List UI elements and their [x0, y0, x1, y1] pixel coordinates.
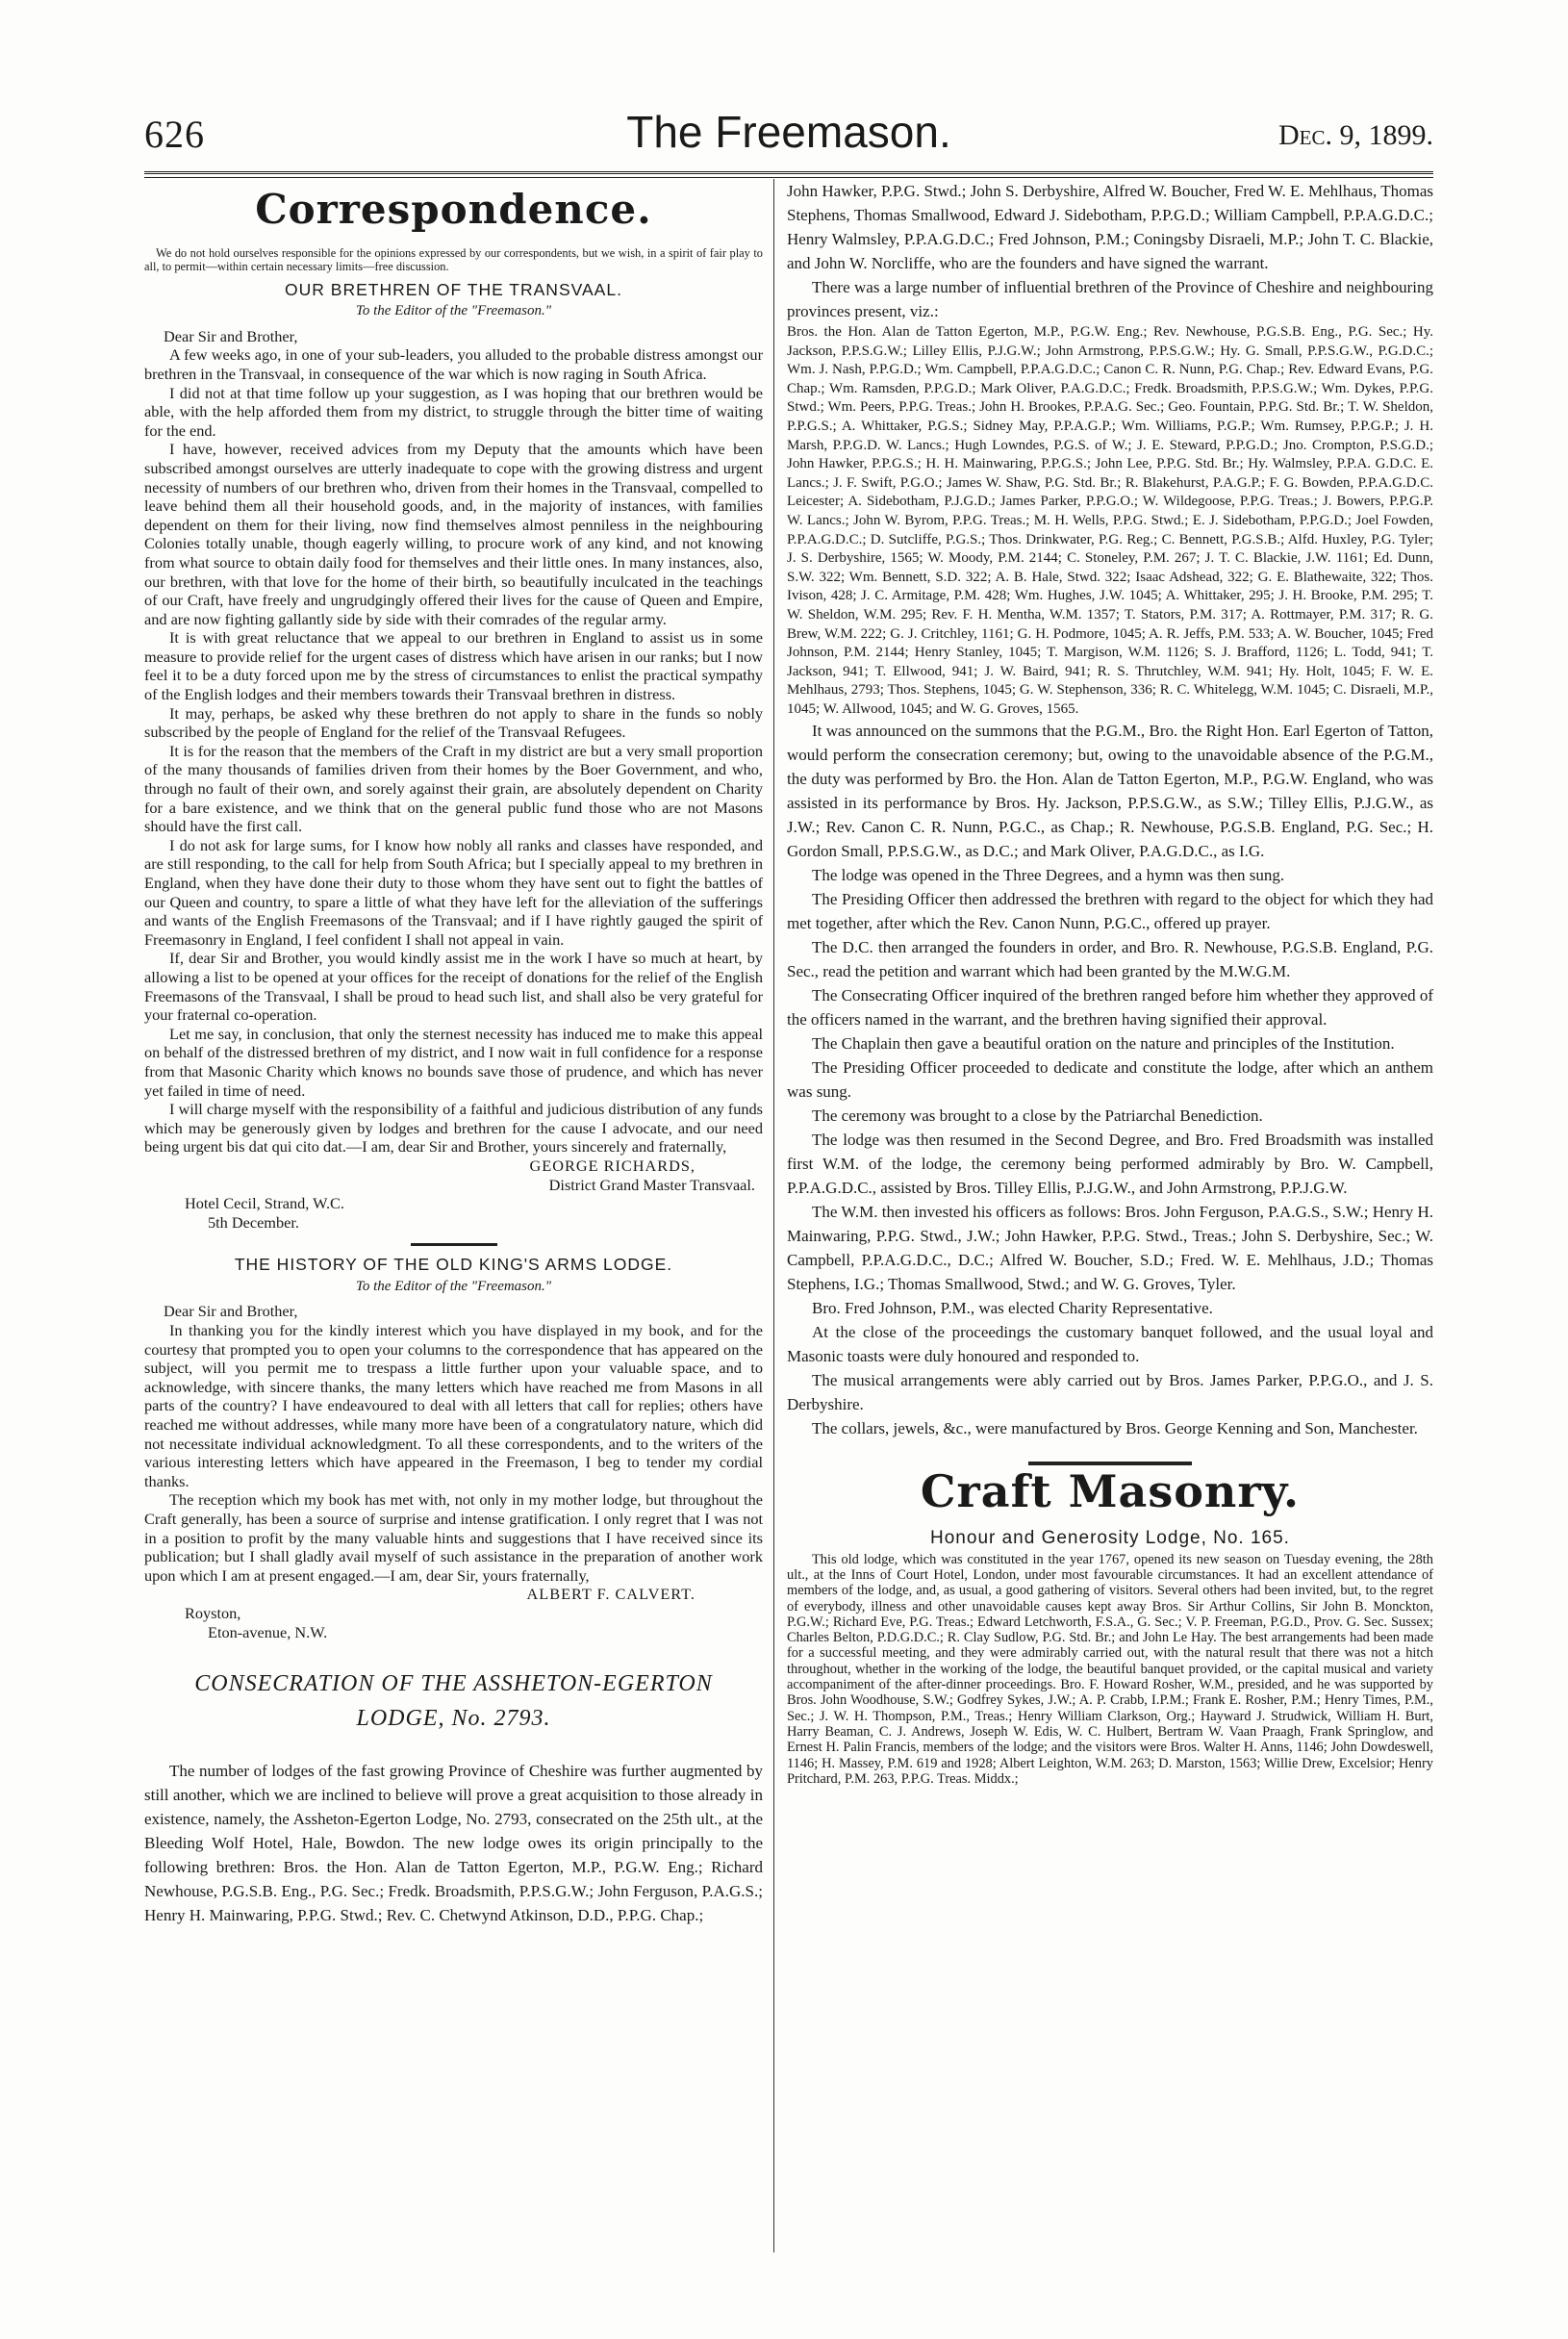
craft-masonry-heading: Craft Masonry. [920, 1465, 1301, 1518]
consecration-intro: The number of lodges of the fast growing Province of Cheshire was further augmented by still another, which we are inclined to believe will prove a great acquisition to those already in existence, namely, the Assheton-Egerton Lodge, No. 2793, consecrated on the 25th ult., at the Bleeding Wolf Hotel, Hale, Bowdon. The new lodge owes its origin principally to the following brethren: Bros. the Hon. Alan de Tatton Egerton, M.P., P.G.W. Eng.; Richard Newhouse, P.G.S.B. Eng., P.G. Sec.; Fredk. Broadsmith, P.P.S.G.W.; John Ferguson, P.A.G.S.; Henry H. Mainwaring, P.P.G. Stwd.; Rev. C. Chetwynd Atkinson, D.D., P.P.G. Chap.; [144, 1762, 763, 1925]
consecration-paragraph: It was announced on the summons that the P.G.M., Bro. the Right Hon. Earl Egerton of Tatton, would perform the consecration ceremony; but, owing to the unavoidable absence of the P.G.M., the duty was performed by Bro. the Hon. Alan de Tatton Egerton, M.P., P.G.W. England, who was assisted in its performance by Bros. Hy. Jackson, P.P.S.G.W., as S.W.; Tilley Ellis, P.J.G.W., as J.W.; Rev. Canon C. R. Nunn, P.G.C., as Chap.; R. Newhouse, P.G.S.B. England, P.G. Sec.; H. Gordon Small, P.P.S.G.W., as D.C.; and Mark Oliver, P.A.G.D.C., as I.G. [787, 722, 1433, 861]
masthead [144, 106, 1433, 173]
lodge-report-body: This old lodge, which was constituted in the year 1767, opened its new season on Tuesday evening, the 28th ult., at the Inns of Court Hotel, London, under most favourable circumstances. It had an excellent attendance of members of the lodge, and, as usual, a good gathering of visitors. Several others had been invited, but, to the regret of everybody, illness and other unavoidable causes kept away Bros. Sir Arthur Collins, Sir John B. Monckton, P.G.W.; Richard Eve, P.G. Treas.; Edward Letchworth, F.S.A., G. Sec.; V. P. Freeman, P.G.D., Prov. G. Sec. Sussex; Charles Belton, P.D.G.D.C.; R. Clay Sudlow, P.G. Std. Br.; and John Le Hay. The best arrangements had been made for a successful meeting, and they were admirably carried out, with the natural result that there was not a hitch throughout, whether in the working of the lodge, the beautiful banquet provided, or the capital musical and variety accompaniment of the after-dinner proceedings. Bro. F. Howard Rosher, W.M., presided, and he was supported by Bros. John Woodhouse, S.W.; Godfrey Sykes, J.W.; A. P. Crabb, I.P.M.; Frank E. Rosher, P.M.; Henry Times, P.M., Sec.; J. W. H. Thompson, P.M., Treas.; Henry William Clarkson, Org.; Hayward J. Strudwick, William H. Burt, Harry Beaman, C. J. Andrews, Joseph W. Edis, W. C. Hulbert, Bertram W. Vaan Praagh, Frank Springlow, and Ernest H. Palin Francis, members of the lodge; and the visitors were Bros. Walter H. Anns, 1146; John Dowdeswell, 1146; H. Massey, P.M. 619 and 1928; Albert Leighton, W.M. 263; D. Marston, 1563; Willie Drew, Excelsior; Henry Pritchard, P.M. 263, P.P.G. Treas. Middx.; [787, 1551, 1433, 1787]
consecration-members-list: Bros. the Hon. Alan de Tatton Egerton, M.P., P.G.W. Eng.; Rev. Newhouse, P.G.S.B. Eng., P.G. Sec.; Hy. Jackson, P.P.S.G.W.; Lilley Ellis, P.J.G.W.; John Armstrong, P.P.S.G.W.; Hy. G. Small, P.P.S.G.W., P.G.D.C.; Wm. J. Nash, P.P.G.D.; Wm. Campbell, P.P.A.G.D.C.; Canon C. R. Nunn, P.G. Chap.; Rev. Edward Evans, P.G. Chap.; Wm. Ramsden, P.P.G.D.; Mark Oliver, P.A.G.D.C.; Fredk. Broadsmith, P.P.S.G.W.; Wm. Dykes, P.P.G. Stwd.; Wm. Peers, P.P.G. Treas.; John H. Brookes, P.P.A.G. Sec.; Geo. Fountain, P.P.G. Std. Br.; T. W. Sheldon, P.P.G.S.; A. Whittaker, P.G.S.; Sidney May, P.P.A.G.P.; Wm. Williams, P.G.P.; Wm. Rumsey, P.P.G.P.; J. H. Marsh, P.P.G.D. W. Lancs.; Hugh Lowndes, P.G.S. of W.; J. E. Steward, P.P.G.D.; Jno. Crompton, P.S.G.D.; John Hawker, P.P.G.S.; H. H. Mainwaring, P.P.G.S.; John Lee, P.P.G. Std. Br.; Hy. Walmsley, P.P.A. G.D.C. E. Lancs.; J. F. Swift, P.G.O.; James W. Shaw, P.G. Std. Br.; R. Blakehurst, P.A.G.P.; F. G. Bowden, P.P.A.G.D.C. Leicester; A. Sidebotham, P.J.G.D.; James Parker, P.P.G.O.; W. Wildegoose, P.P.G. Treas.; J. Bowers, P.P.G.P. W. Lancs.; John W. Byrom, P.P.G. Treas.; M. H. Wells, P.P.G. Stwd.; E. J. Sidebotham, P.P.G.D.; Joel Fowden, P.P.A.G.D.C.; D. Sutcliffe, P.G.S.; Thos. Drinkwater, P.G. Reg.; C. Bennett, P.G.S.B.; Alfd. Huxley, P.G. Tyler; J. S. Derbyshire, 1565; W. Moody, P.M. 2144; C. Stoneley, P.M. 267; J. T. C. Blackie, J.W. 1161; Ed. Dunn, S.W. 322; Wm. Bennett, S.D. 322; A. B. Hale, Stwd. 322; Isaac Adshead, 322; G. E. Blathewaite, 322; Thos. Ivison, 428; J. C. Armitage, P.M. 428; Wm. Hughes, J.W. 1045; A. Whittaker, 295; J. H. Brooke, P.M. 295; T. W. Sheldon, W.M. 295; Rev. F. H. Mentha, W.M. 1357; T. Stators, P.M. 317; A. Rottmayer, P.M. 317; R. G. Brew, W.M. 222; G. J. Critchley, 1161; G. H. Podmore, 1045; A. R. Jeffs, P.M. 533; A. W. Boucher, 1045; Fred Johnson, P.M. 2144; Henry Stanley, 1045; T. Margison, W.M. 1126; S. J. Brafford, 1126; L. Todd, 941; T. Jackson, 941; T. Ellwood, 941; J. W. Baird, 941; R. S. Thrutchley, W.M. 941; Hy. Holt, 1045; F. W. E. Mehlhaus, 2793; Thos. Stephens, 1045; G. W. Stephenson, 336; R. C. Whitelegg, W.M. 1045; C. Disraeli, M.P., 1045; W. Allwood, 1045; and W. G. Groves, 1565. [787, 324, 1433, 717]
transvaal-letter-title: OUR BRETHREN OF THE TRANSVAAL. [285, 279, 622, 299]
left-column [144, 179, 763, 1927]
lodge-report-title: Honour and Generosity Lodge, No. 165. [930, 1528, 1290, 1549]
column-divider [773, 179, 774, 2252]
consecration-paragraph: The lodge was then resumed in the Second Degree, and Bro. Fred Broadsmith was installed first W.M. of the lodge, the ceremony being performed admirably by Bro. W. Campbell, P.P.A.G.D.C., assisted by Bros. Tilley Ellis, P.J.G.W., and John Armstrong, P.P.J.G.W. [787, 1131, 1433, 1198]
consecration-paragraph: The Consecrating Officer inquired of the brethren ranged before him whether they approved of the officers named in the warrant, and the brethren having signified their approval. [787, 986, 1433, 1030]
transvaal-signature-title: District Grand Master Transvaal. [548, 1175, 755, 1194]
editorial-disclaimer: We do not hold ourselves responsible for the opinions expressed by our correspondents, but we wish, in a spirit of fair play to all, to permit—within certain necessary limits—free discussion. [144, 245, 763, 273]
kings-arms-letter-title: THE HISTORY OF THE OLD KING'S ARMS LODGE. [234, 1255, 673, 1275]
transvaal-paragraph: A few weeks ago, in one of your sub-leaders, you alluded to the probable distress amongst our brethren in the Transvaal, in consequence of the war which is now raging in South Africa. [144, 345, 763, 383]
consecration-founders-continued: John Hawker, P.P.G. Stwd.; John S. Derbyshire, Alfred W. Boucher, Fred W. E. Mehlhaus, Thomas Stephens, Thomas Smallwood, Edward J. Sidebotham, P.P.G.D.; William Campbell, P.P.A.G.D.C.; Henry Walmsley, P.P.A.G.D.C.; Fred Johnson, P.M.; Coningsby Disraeli, M.P.; John T. C. Blackie, and John W. Norcliffe, who are the founders and have signed the warrant. [787, 182, 1433, 272]
transvaal-paragraph: Let me say, in conclusion, that only the sternest necessity has induced me to make this appeal on behalf of the distressed brethren of my district, and I now wait in full confidence for a response from that Masonic Charity which knows no bounds save those of prudence, and which has never yet failed in time of need. [144, 1024, 763, 1100]
transvaal-paragraph: I do not ask for large sums, for I know how nobly all ranks and classes have responded, and are still responding, to the call for help from South Africa; but I specially appeal to my brethren in England, when they have done their duty to those whom they have sent out to fight the battles of our Queen and country, to spare a little of what they have left for the alleviation of the sufferings and wants of the English Freemasons of the Transvaal; and if I have rightly gauged the spirit of Freemasonry in England, I feel confident I shall not appeal in vain. [144, 835, 763, 949]
consecration-paragraph: The musical arrangements were ably carried out by Bros. James Parker, P.P.G.O., and J. S. Derbyshire. [787, 1371, 1433, 1414]
kings-arms-paragraph: The reception which my book has met with, not only in my mother lodge, but throughout the Craft generally, has been a source of surprise and intense gratification. I only regret that I was not in a position to profit by the many valuable hints and suggestions that I have received since its publication; but I shall gladly avail myself of such assistance in the preparation of another work upon which I am at present engaged.—I am, dear Sir, yours fraternally, [144, 1490, 763, 1585]
transvaal-paragraph: If, dear Sir and Brother, you would kindly assist me in the work I have so much at heart, by allowing a list to be opened at your offices for the receipt of donations for the relief of the English Freemasons of the Transvaal, I shall be proud to head such list, and shall also be very grateful for your fraternal co-operation. [144, 949, 763, 1025]
transvaal-salutation: Dear Sir and Brother, [164, 326, 298, 345]
transvaal-date: 5th December. [208, 1212, 299, 1232]
consecration-heading-line-2: LODGE, No. 2793. [356, 1706, 551, 1732]
kings-arms-address-2: Eton-avenue, N.W. [208, 1622, 328, 1641]
transvaal-paragraph: I have, however, received advices from my Deputy that the amounts which have been subscribed amongst ourselves are utterly inadequate to cope with the growing distress and urgent necessity of numbers of our brethren who, driven from their homes in the Transvaal, compelled to leave behind them all their household goods, and, in the majority of instances, with families dependent on them for their living, now find themselves almost penniless in the neighbouring Colonies totally unable, though eagerly willing, to procure work of any kind, and not knowing from what source to obtain daily food for themselves and their little ones. In many instances, also, our brethren, with that love for the home of their birth, so beautifully inculcated in the teachings of our Craft, have freely and ungrudgingly offered their lives for the cause of Queen and Empire, and are now fighting gallantly side by side with their comrades of the regular army. [144, 440, 763, 628]
transvaal-signature: GEORGE RICHARDS, [529, 1156, 695, 1175]
consecration-paragraph: At the close of the proceedings the customary banquet followed, and the usual loyal and Masonic toasts were duly honoured and responded to. [787, 1323, 1433, 1366]
consecration-paragraph: The Chaplain then gave a beautiful oration on the nature and principles of the Institution. [812, 1034, 1395, 1054]
consecration-paragraph: The W.M. then invested his officers as follows: Bros. John Ferguson, P.A.G.S., S.W.; Henry H. Mainwaring, P.P.G. Stwd., J.W.; John Hawker, P.P.G. Stwd., Treas.; John S. Derbyshire, Sec.; W. Campbell, P.P.A.G.D.C., D.C.; Alfred W. Boucher, S.D.; Fred. W. E. Mehlhaus, J.D.; Thomas Stephens, I.G.; Thomas Smallwood, Stwd.; and W. G. Groves, Tyler. [787, 1203, 1433, 1294]
right-column [787, 179, 1433, 1787]
consecration-paragraph: The collars, jewels, &c., were manufactured by Bros. George Kenning and Son, Manchester. [812, 1419, 1418, 1438]
transvaal-to-editor: To the Editor of the "Freemason." [355, 303, 552, 319]
transvaal-address: Hotel Cecil, Strand, W.C. [185, 1194, 344, 1213]
transvaal-paragraph: It may, perhaps, be asked why these brethren do not apply to share in the funds so nobly subscribed by the people of England for the relief of the Transvaal Refugees. [144, 703, 763, 742]
consecration-present: There was a large number of influential brethren of the Province of Cheshire and neighbouring provinces present, viz.: [787, 278, 1433, 320]
transvaal-paragraph: It is with great reluctance that we appeal to our brethren in England to assist us in some measure to provide relief for the urgent cases of distress which have arisen in our ranks; but I now feel it to be a duty forced upon me by the stress of circumstances to enlist the practical sympathy of the English lodges and their members towards their Transvaal brethren in distress. [144, 628, 763, 704]
kings-arms-address: Royston, [185, 1603, 241, 1622]
page-number: 626 [144, 113, 205, 156]
kings-arms-signature: ALBERT F. CALVERT. [526, 1585, 695, 1604]
issue-date: Dec. 9, 1899. [1278, 119, 1433, 151]
consecration-heading-line-1: CONSECRATION OF THE ASSHETON-EGERTON [194, 1671, 713, 1697]
masthead-rule [144, 171, 1433, 178]
transvaal-paragraph: It is for the reason that the members of the Craft in my district are but a very small proportion of the many thousands of families driven from their homes by the Boer Government, and who, through no fault of their own, and sorely against their grain, are absolutely dependent on Charity for a bare existence, and we think that on the general public fund those who are not Masons should have the first call. [144, 741, 763, 836]
consecration-paragraph: The Presiding Officer proceeded to dedicate and constitute the lodge, after which an anthem was sung. [787, 1058, 1433, 1102]
transvaal-paragraph: I will charge myself with the responsibility of a faithful and judicious distribution of any funds which may be generously given by lodges and brethren for the cause I advocate, and our need being urgent bis dat qui cito dat.—I am, dear Sir and Brother, yours sincerely and fraternally, [144, 1100, 763, 1157]
section-rule [411, 1243, 497, 1246]
consecration-paragraph: The lodge was opened in the Three Degrees, and a hymn was then sung. [812, 866, 1285, 885]
consecration-paragraph: The D.C. then arranged the founders in order, and Bro. R. Newhouse, P.G.S.B. England, P.G. Sec., read the petition and warrant which had been granted by the M.W.G.M. [787, 938, 1433, 981]
newspaper-title: The Freemason. [626, 107, 951, 157]
consecration-paragraph: The ceremony was brought to a close by the Patriarchal Benediction. [812, 1106, 1263, 1126]
transvaal-paragraph: I did not at that time follow up your suggestion, as I was hoping that our brethren would be able, with the help afforded them from my district, to struggle through the bitter time of waiting for the end. [144, 383, 763, 440]
consecration-paragraph: Bro. Fred Johnson, P.M., was elected Charity Representative. [812, 1299, 1213, 1318]
kings-arms-to-editor: To the Editor of the "Freemason." [355, 1278, 552, 1294]
kings-arms-salutation: Dear Sir and Brother, [164, 1302, 298, 1321]
correspondence-heading: Correspondence. [255, 186, 652, 233]
consecration-paragraph: The Presiding Officer then addressed the brethren with regard to the object for which they had met together, after which the Rev. Canon Nunn, P.G.C., offered up prayer. [787, 890, 1433, 933]
kings-arms-paragraph: In thanking you for the kindly interest which you have displayed in my book, and for the courtesy that prompted you to open your columns to the correspondence that has appeared on the subject, will you permit me to trespass a little further upon your valuable space, and to acknowledge, with sincere thanks, the many letters which have reached me from Masons in all parts of the country? I have endeavoured to deal with all letters that call for replies; others have reached me without addresses, while many more have been of a congratulatory nature, which did not necessitate individual acknowledgment. To all these correspondents, and to the writers of the various interesting letters which have appeared in the Freemason, I beg to tender my cordial thanks. [144, 1321, 763, 1490]
consecration-heading [144, 1666, 763, 1736]
